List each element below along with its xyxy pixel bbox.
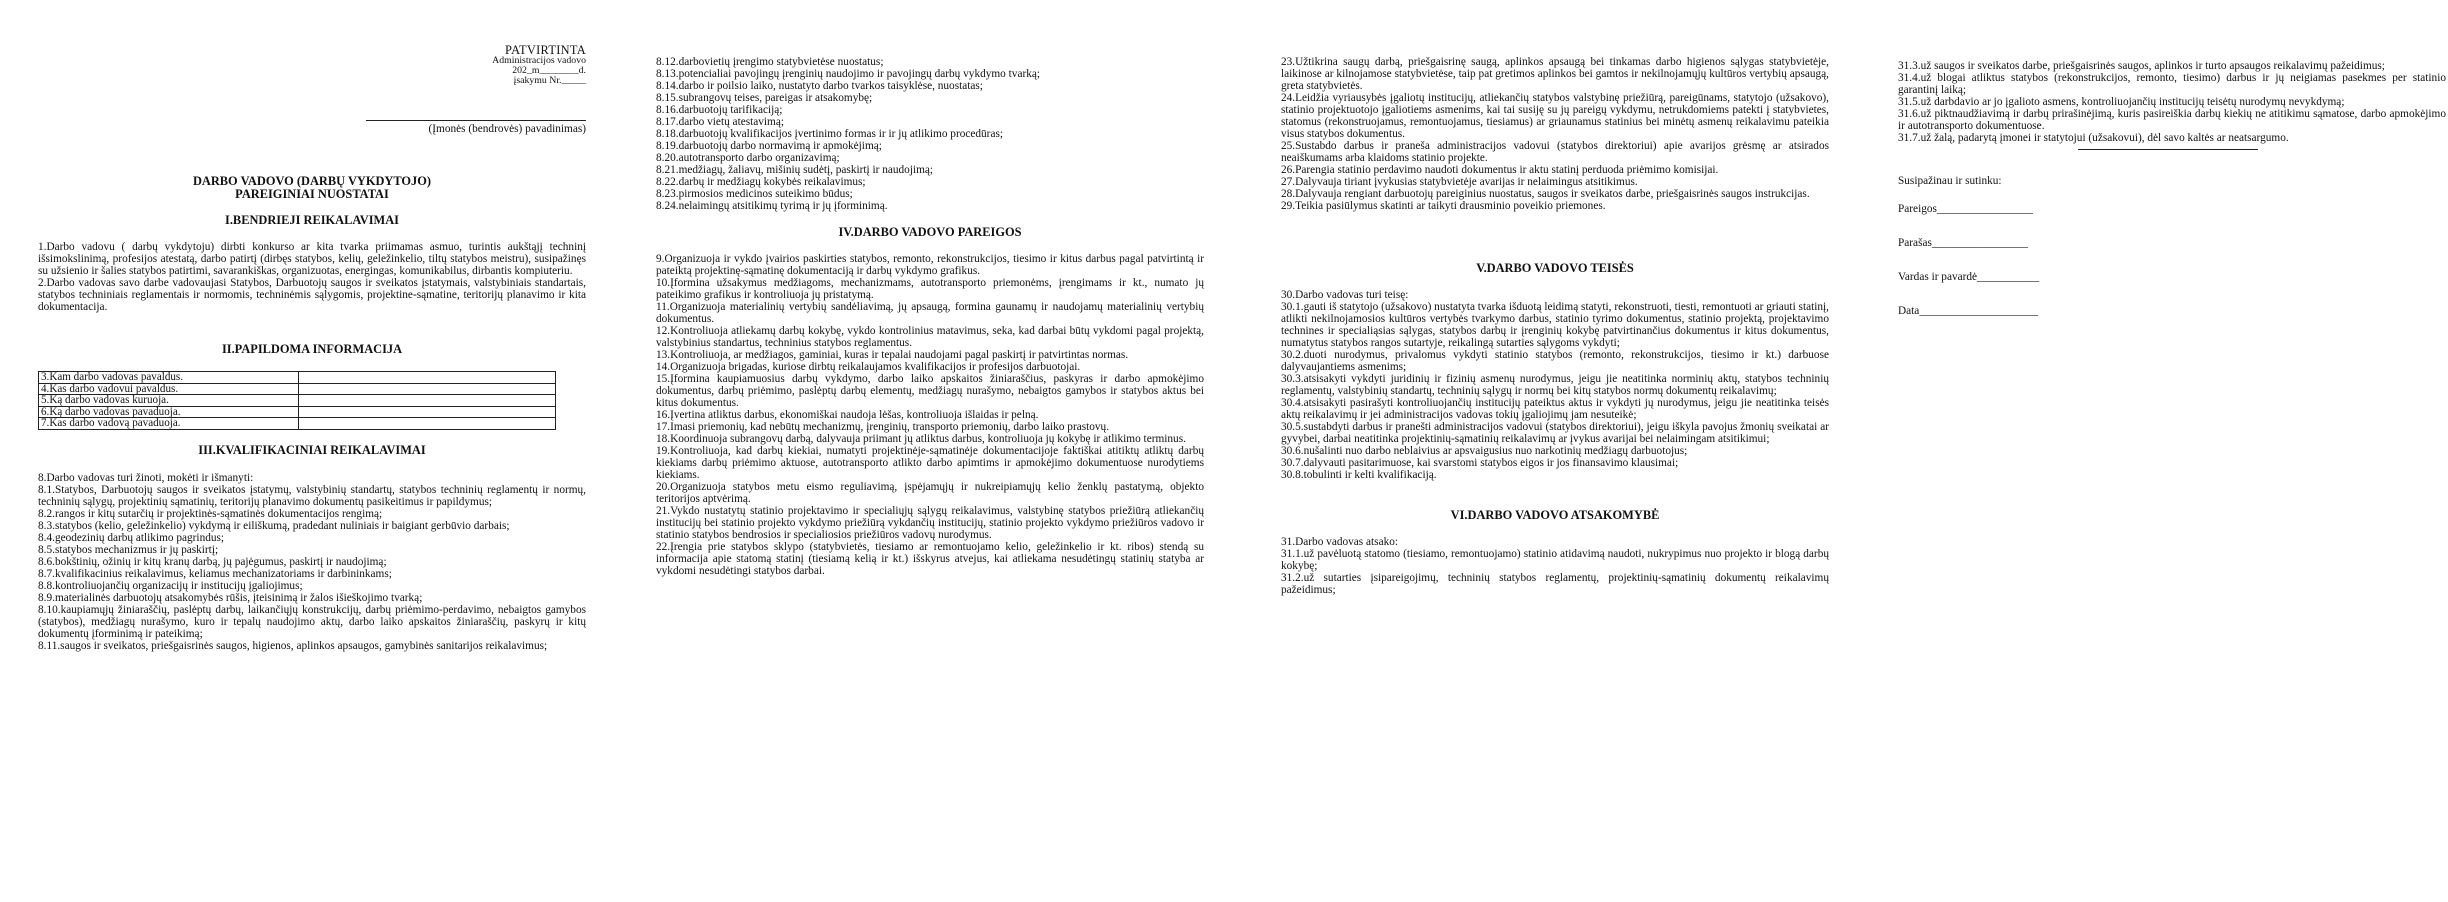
paragraph: 8.4.geodezinių darbų atlikimo pagrindus;	[38, 531, 225, 544]
table-cell-label: 6.Ką darbo vadovas pavaduoja.	[39, 406, 299, 418]
paragraph: 8.11.saugos ir sveikatos, priešgaisrinės saugos, higienos, aplinkos apsaugos, gamybinės sanitarijos reikalavimus;	[38, 639, 548, 652]
section-4-continued	[1281, 56, 1829, 212]
paragraph: 8.Darbo vadovas turi žinoti, mokėti ir išmanyti:	[38, 471, 254, 484]
paragraph: 19.Kontroliuoja, kad darbų kiekiai, numatyti projektinėje-sąmatinėje dokumentacijoje faktiškai atitiktų atliktų darbų kiekiams darbų priėmimo aktuose, autotransporto atlikto darbo apimtims ir apmokėjimo dokumentuose nurodytiems kiekiams.	[656, 445, 1204, 481]
signoff-field-signature: Parašas_________________	[1898, 237, 2028, 249]
paragraph: 8.7.kvalifikacinius reikalavimus, keliamus mechanizatoriams ir darbininkams;	[38, 567, 392, 580]
paragraph: 15.Įformina kaupiamuosius darbų vykdymo, darbo laiko apskaitos žiniaraščius, paskyras ir darbo apmokėjimo dokumentus, darbų priėmimo, paslėptų darbų elementų, medžiagų nurašymo, nebaigtos gamybos ir statybos aktus bei kitus dokumentus.	[656, 373, 1204, 409]
paragraph: 30.6.nušalinti nuo darbo neblaivius ar apsvaigusius nuo narkotinių medžiagų darbuotojus;	[1281, 445, 1688, 457]
column-2	[656, 56, 1204, 577]
column-1	[38, 0, 586, 652]
table-row	[39, 372, 556, 384]
company-name-line	[366, 120, 586, 121]
paragraph: 8.13.potencialiai pavojingų įrenginių naudojimo ir pavojingų darbų vykdymo tvarką;	[656, 68, 1041, 80]
paragraph: 29.Teikia pasiūlymus skatinti ar taikyti drausminio poveikio priemones.	[1281, 200, 1606, 212]
paragraph: 11.Organizuoja materialinių vertybių sandėliavimą, jų apsaugą, formina gaunamų ir naudojamų materialinių vertybių dokumentus.	[656, 301, 1204, 325]
paragraph: 31.4.už blogai atliktus statybos (rekonstrukcijos, remonto, tiesimo) darbus ir jų neigiamas pasekmes per statinio garantinį laiką;	[1898, 72, 2446, 96]
section-5-title: V.DARBO VADOVO TEISĖS	[1476, 261, 1634, 275]
table-row	[39, 383, 556, 395]
paragraph: 31.6.už piktnaudžiavimą ir darbų prirašinėjimą, kuris pasireiškia darbų kiekių ne atitikimu sąmatose, darbo apmokėjimo ir autotransporto dokumentuose.	[1898, 108, 2446, 132]
paragraph: 30.8.tobulinti ir kelti kvalifikaciją.	[1281, 469, 1437, 481]
paragraph: 20.Organizuoja statybos metu eismo reguliavimą, įspėjamųjų ir nukreipiamųjų kelio ženklų pastatymą, objekto teritorijos aptvėrimą.	[656, 481, 1204, 505]
paragraph: 21.Vykdo nustatytų statinio projektavimo ir specialiųjų sąlygų reikalavimus, valstybinę statybos priežiūrą atliekančių institucijų bei statinio projekto vykdymo priežiūrą vykdančių institucijų, statinio projekto vykdymo priežiūros vadovo ir statinio statybos bendrosios ir specialiosios priežiūros vadovų nurodymus.	[656, 505, 1204, 541]
approved-by: Administracijos vadovo	[492, 55, 586, 66]
table-row	[39, 418, 556, 430]
paragraph: 30.4.atsisakyti pasirašyti kontroliuojančių institucijų pateiktus aktus ir vykdyti jų nurodymus, jeigu jie neatitinka teisės aktų reikalavimų ir jei administracijos vadovas tokių įgaliojimų jam nesuteikė;	[1281, 397, 1829, 421]
section-2-title: II.PAPILDOMA INFORMACIJA	[221, 342, 403, 356]
table-row	[39, 406, 556, 418]
paragraph: 31.2.už sutarties įsipareigojimų, techninių statybos reglamentų, projektinių-sąmatinių dokumentų reikalavimų pažeidimus;	[1281, 572, 1829, 596]
paragraph: 8.2.rangos ir kitų sutarčių ir projektinės-sąmatinės dokumentacijos rengimą;	[38, 507, 383, 520]
table-cell-value	[299, 418, 556, 430]
paragraph: 30.3.atsisakyti vykdyti juridinių ir fizinių asmenų nurodymus, jeigu jie neatitinka norminių aktų, statybos techninių reglamentų, valstybinių standartų, techninių sąlygų ir normų bei kitų statybos normų dokumentų reikalavimų;	[1281, 373, 1829, 397]
paragraph: 13.Kontroliuoja, ar medžiagos, gaminiai, kuras ir tepalai naudojami pagal paskirtį ir patvirtintas normas.	[656, 349, 1129, 361]
table-cell-value	[299, 372, 556, 384]
paragraph: 8.3.statybos (kelio, geležinkelio) vykdymą ir eiliškumą, pradedant nuliniais ir baigiant gerbūvio darbais;	[38, 519, 510, 532]
section-1-title: I.BENDRIEJI REIKALAVIMAI	[225, 213, 399, 227]
end-divider	[2078, 149, 2258, 150]
approved-order: įsakymu Nr._____	[513, 75, 586, 86]
paragraph: 8.22.darbų ir medžiagų kokybės reikalavimus;	[656, 176, 866, 188]
paragraph: 24.Leidžia vyriausybės įgaliotų institucijų, atliekančių statybos valstybinę priežiūrą, pareigūnams, statytojo (užsakovo), statinio projektuotojo įgaliotiems asmenims, kai tai susiję su jų pareigų vykdymu, netrukdomiems patekti į statybvietes, statomus (rekonstruojamus, remontuojamus, tiesiamus) ar griaunamus statinius bei minėtų asmenų reikalavimu pateikia visus statybos dokumentus.	[1281, 92, 1829, 140]
company-name-label: (Įmonės (bendrovės) pavadinimas)	[428, 123, 586, 135]
signoff-block	[1898, 175, 2446, 317]
paragraph: 2.Darbo vadovas savo darbe vadovaujasi Statybos, Darbuotojų saugos ir sveikatos įstatymais, valstybiniais standartais, statybos techniniais reglamentais ir normomis, techninėmis sąlygomis, projektine-sąmatine, teritorijų planavimo ir kita dokumentacija.	[38, 277, 586, 313]
paragraph: 31.1.už pavėluotą statomo (tiesiamo, remontuojamo) statinio atidavimą naudoti, nukrypimus nuo projekto ir blogą darbų kokybę;	[1281, 548, 1829, 572]
paragraph: 8.12.darbovietių įrengimo statybvietėse nuostatus;	[656, 56, 884, 68]
paragraph: 16.Įvertina atliktus darbus, ekonomiškai naudoja lėšas, kontroliuoja išlaidas ir pelną.	[656, 409, 1039, 421]
paragraph: 9.Organizuoja ir vykdo įvairios paskirties statybos, remonto, rekonstrukcijos, tiesimo ir kitus darbus pagal patvirtintą ir pateiktą projektinę-sąmatinę dokumentaciją ir darbų vykdymo grafikus.	[656, 253, 1204, 277]
paragraph: 8.9.materialinės darbuotojų atsakomybės rūšis, įteisinimą ir žalos išieškojimo tvarką;	[38, 591, 423, 604]
table-row	[39, 395, 556, 407]
paragraph: 8.21.medžiagų, žaliavų, mišinių sudėtį, paskirtį ir naudojimą;	[656, 164, 934, 176]
paragraph: 30.2.duoti nurodymus, privalomus vykdyti statinio statybos (remonto, rekonstrukcijos, tiesimo ir kt.) darbuose dalyvaujantiems asmenims;	[1281, 349, 1829, 373]
table-cell-value	[299, 406, 556, 418]
table-cell-label: 4.Kas darbo vadovui pavaldus.	[39, 383, 299, 395]
paragraph: 31.Darbo vadovas atsako:	[1281, 536, 1399, 548]
paragraph: 30.5.sustabdyti darbus ir pranešti administracijos vadovui (statybos direktoriui), jeigu iškyla pavojus žmonių sveikatai ar gyvybei, darbai neatitinka projektinių-sąmatinių reikalavimų ar įvykus avarijai bei nelaimingam atsitikimui;	[1281, 421, 1829, 445]
signoff-intro: Susipažinau ir sutinku:	[1898, 175, 2002, 187]
approval-block	[466, 44, 586, 86]
paragraph: 31.7.už žalą, padarytą įmonei ir statytojui (užsakovui), dėl savo kaltės ar neatsargumo.	[1898, 132, 2289, 144]
paragraph: 27.Dalyvauja tiriant įvykusias statybvietėje avarijas ir nelaimingus atsitikimus.	[1281, 176, 1638, 188]
table-cell-value	[299, 395, 556, 407]
paragraph: 8.1.Statybos, Darbuotojų saugos ir sveikatos įstatymų, valstybinių standartų, statybos techninių reglamentų ir normų, techninių sąlygų, projektinių sąmatinių, teritorijų planavimo dokumentų pasikeitimus ir papildymus;	[38, 483, 586, 508]
approved-label: PATVIRTINTA	[505, 43, 586, 57]
paragraph: 18.Koordinuoja subrangovų darbą, dalyvauja priimant jų atliktus darbus, kontroliuoja jų kokybę ir atlikimo terminus.	[656, 433, 1186, 445]
paragraph: 28.Dalyvauja rengiant darbuotojų pareiginius nuostatus, saugos ir sveikatos darbe, priešgaisrinės saugos instrukcijas.	[1281, 188, 1810, 200]
signoff-field-date: Data_____________________	[1898, 305, 2038, 317]
signoff-field-position: Pareigos_________________	[1898, 203, 2033, 215]
signoff-field-name: Vardas ir pavardė___________	[1898, 271, 2040, 283]
paragraph: 25.Sustabdo darbus ir praneša administracijos vadovui (statybos direktoriui) apie avarijos grėsmę ar atsirados neaiškumams arba klaidoms statinio projekte.	[1281, 140, 1829, 164]
paragraph: 30.7.dalyvauti pasitarimuose, kai svarstomi statybos eigos ir jos finansavimo klausimai;	[1281, 457, 1679, 469]
paragraph: 8.14.darbo ir poilsio laiko, nustatyto darbo tvarkos taisyklėse, nuostatas;	[656, 80, 983, 92]
section-3-title: III.KVALIFIKACINIAI REIKALAVIMAI	[198, 442, 426, 457]
column-3	[1281, 56, 1829, 596]
section-5-body	[1281, 289, 1829, 481]
section-4-body	[656, 253, 1204, 577]
paragraph: 8.16.darbuotojų tarifikaciją;	[656, 104, 783, 116]
document-title: DARBO VADOVO (DARBŲ VYKDYTOJO)	[192, 174, 432, 188]
section-6-continued	[1898, 60, 2446, 144]
paragraph: 14.Organizuoja brigadas, kuriose dirbtų reikalaujamos kvalifikacijos ir profesijos darbuotojai.	[656, 361, 1081, 373]
approved-date: 202_m________d.	[512, 65, 586, 76]
table-cell-label: 3.Kam darbo vadovas pavaldus.	[39, 372, 299, 384]
section-6-title: VI.DARBO VADOVO ATSAKOMYBĖ	[1450, 508, 1660, 522]
table-cell-label: 7.Kas darbo vadovą pavaduoja.	[39, 418, 299, 430]
paragraph: 1.Darbo vadovu ( darbų vykdytoju) dirbti konkurso ar kita tvarka priimamas asmuo, turintis aukštąjį techninį išsimokslinimą, profesijos atestatą, darbo patirtį (dirbęs statybos, kelių, geležinkelio, tiltų statybos meistru), susipažinęs su užsienio ir šalies statybos patirtimi, savarankiškas, organizuotas, energingas, komunikabilus, dirbantis kompiuteriu.	[38, 241, 586, 277]
paragraph: 30.1.gauti iš statytojo (užsakovo) nustatyta tvarka išduotą leidimą statyti, rekonstruoti, tiesti, remontuoti ar griauti statinį, atlikti nekilnojamosios kultūros vertybės tvarkymo darbus, statinio tyrimo dokumentus, statinio projektą, projektavimo technines ir specialiąsias sąlygas, statybos darbų ir įrenginių kokybę patvirtinančius dokumentus ir kitus dokumentus, numatytus statybos rangos sutartyje, reikalingą sutarties sąlygoms vykdyti;	[1281, 301, 1829, 349]
paragraph: 8.15.subrangovų teises, pareigas ir atsakomybę;	[656, 92, 873, 104]
section-3-body	[38, 472, 586, 652]
paragraph: 8.8.kontroliuojančių organizacijų ir institucijų įgaliojimus;	[38, 579, 303, 592]
paragraph: 30.Darbo vadovas turi teisę:	[1281, 289, 1409, 301]
paragraph: 8.5.statybos mechanizmus ir jų paskirtį;	[38, 543, 219, 556]
document-subtitle: PAREIGINIAI NUOSTATAI	[235, 187, 389, 201]
paragraph: 12.Kontroliuoja atliekamų darbų kokybę, vykdo kontrolinius matavimus, seka, kad darbai būtų vykdomi pagal projektą, valstybinius standartus, techninius statybos reglamentus.	[656, 325, 1204, 349]
paragraph: 8.20.autotransporto darbo organizavimą;	[656, 152, 840, 164]
paragraph: 10.Įformina užsakymus medžiagoms, mechanizmams, autotransporto priemonėms, įrengimams ir kt., numato jų pateikimo grafikus ir kontroliuoja jų pristatymą.	[656, 277, 1204, 301]
paragraph: 8.24.nelaimingų atsitikimų tyrimą ir jų įforminimą.	[656, 200, 888, 212]
paragraph: 8.6.bokštinių, ožinių ir kitų kranų darbą, jų pajėgumus, paskirtį ir naudojimą;	[38, 555, 387, 568]
paragraph: 8.18.darbuotojų kvalifikacijos įvertinimo formas ir ir jų atlikimo procedūras;	[656, 128, 1003, 140]
section-6-body	[1281, 536, 1829, 596]
additional-info-table	[38, 371, 556, 430]
paragraph: 26.Parengia statinio perdavimo naudoti dokumentus ir aktu statinį perduoda priėmimo komisijai.	[1281, 164, 1719, 176]
section-3-continued	[656, 56, 1204, 212]
table-cell-label: 5.Ką darbo vadovas kuruoja.	[39, 395, 299, 407]
paragraph: 23.Užtikrina saugų darbą, priešgaisrinę saugą, aplinkos apsaugą bei tinkamas darbo higienos sąlygas statybvietėje, laikinose ar kilnojamose statybvietėse, taip pat gretimos aplinkos bei gamtos ir nekilnojamųjų kultūros vertybių apsaugą, greta statybvietės.	[1281, 56, 1829, 92]
paragraph: 17.Imasi priemonių, kad nebūtų mechanizmų, įrenginių, transporto priemonių, darbo laiko prastovų.	[656, 421, 1110, 433]
paragraph: 31.3.už saugos ir sveikatos darbe, priešgaisrinės saugos, aplinkos ir turto apsaugos reikalavimų pažeidimus;	[1898, 60, 2385, 72]
section-1-body	[38, 241, 586, 313]
section-4-title: IV.DARBO VADOVO PAREIGOS	[838, 225, 1022, 239]
paragraph: 8.10.kaupiamųjų žiniaraščių, paslėptų darbų, laikančiųjų konstrukcijų, darbų priėmimo-perdavimo, nebaigtos gamybos (statybos), medžiagų nurašymo, kuro ir tepalų naudojimo aktų, darbo laiko apskaitos žiniaraščių, paskyrų ir kitų dokumentų įforminimą ir pateikimą;	[38, 603, 586, 640]
paragraph: 31.5.už darbdavio ar jo įgalioto asmens, kontroliuojančių institucijų teisėtų nurodymų nevykdymą;	[1898, 96, 2345, 108]
paragraph: 8.19.darbuotojų darbo normavimą ir apmokėjimą;	[656, 140, 882, 152]
table-cell-value	[299, 383, 556, 395]
paragraph: 22.Įrengia prie statybos sklypo (statybvietės, tiesiamo ar remontuojamo kelio, geležinkelio ir kt. ribos) stendą su informacija apie statomą statinį (tiesiamą kelią ir kt.) išskyrus atvejus, kai atliekama nesudėtingų statinių statyba ar vykdomi nesudėtingi statybos darbai.	[656, 541, 1204, 577]
paragraph: 8.17.darbo vietų atestavimą;	[656, 116, 784, 128]
paragraph: 8.23.pirmosios medicinos suteikimo būdus;	[656, 188, 853, 200]
column-4	[1898, 60, 2446, 317]
